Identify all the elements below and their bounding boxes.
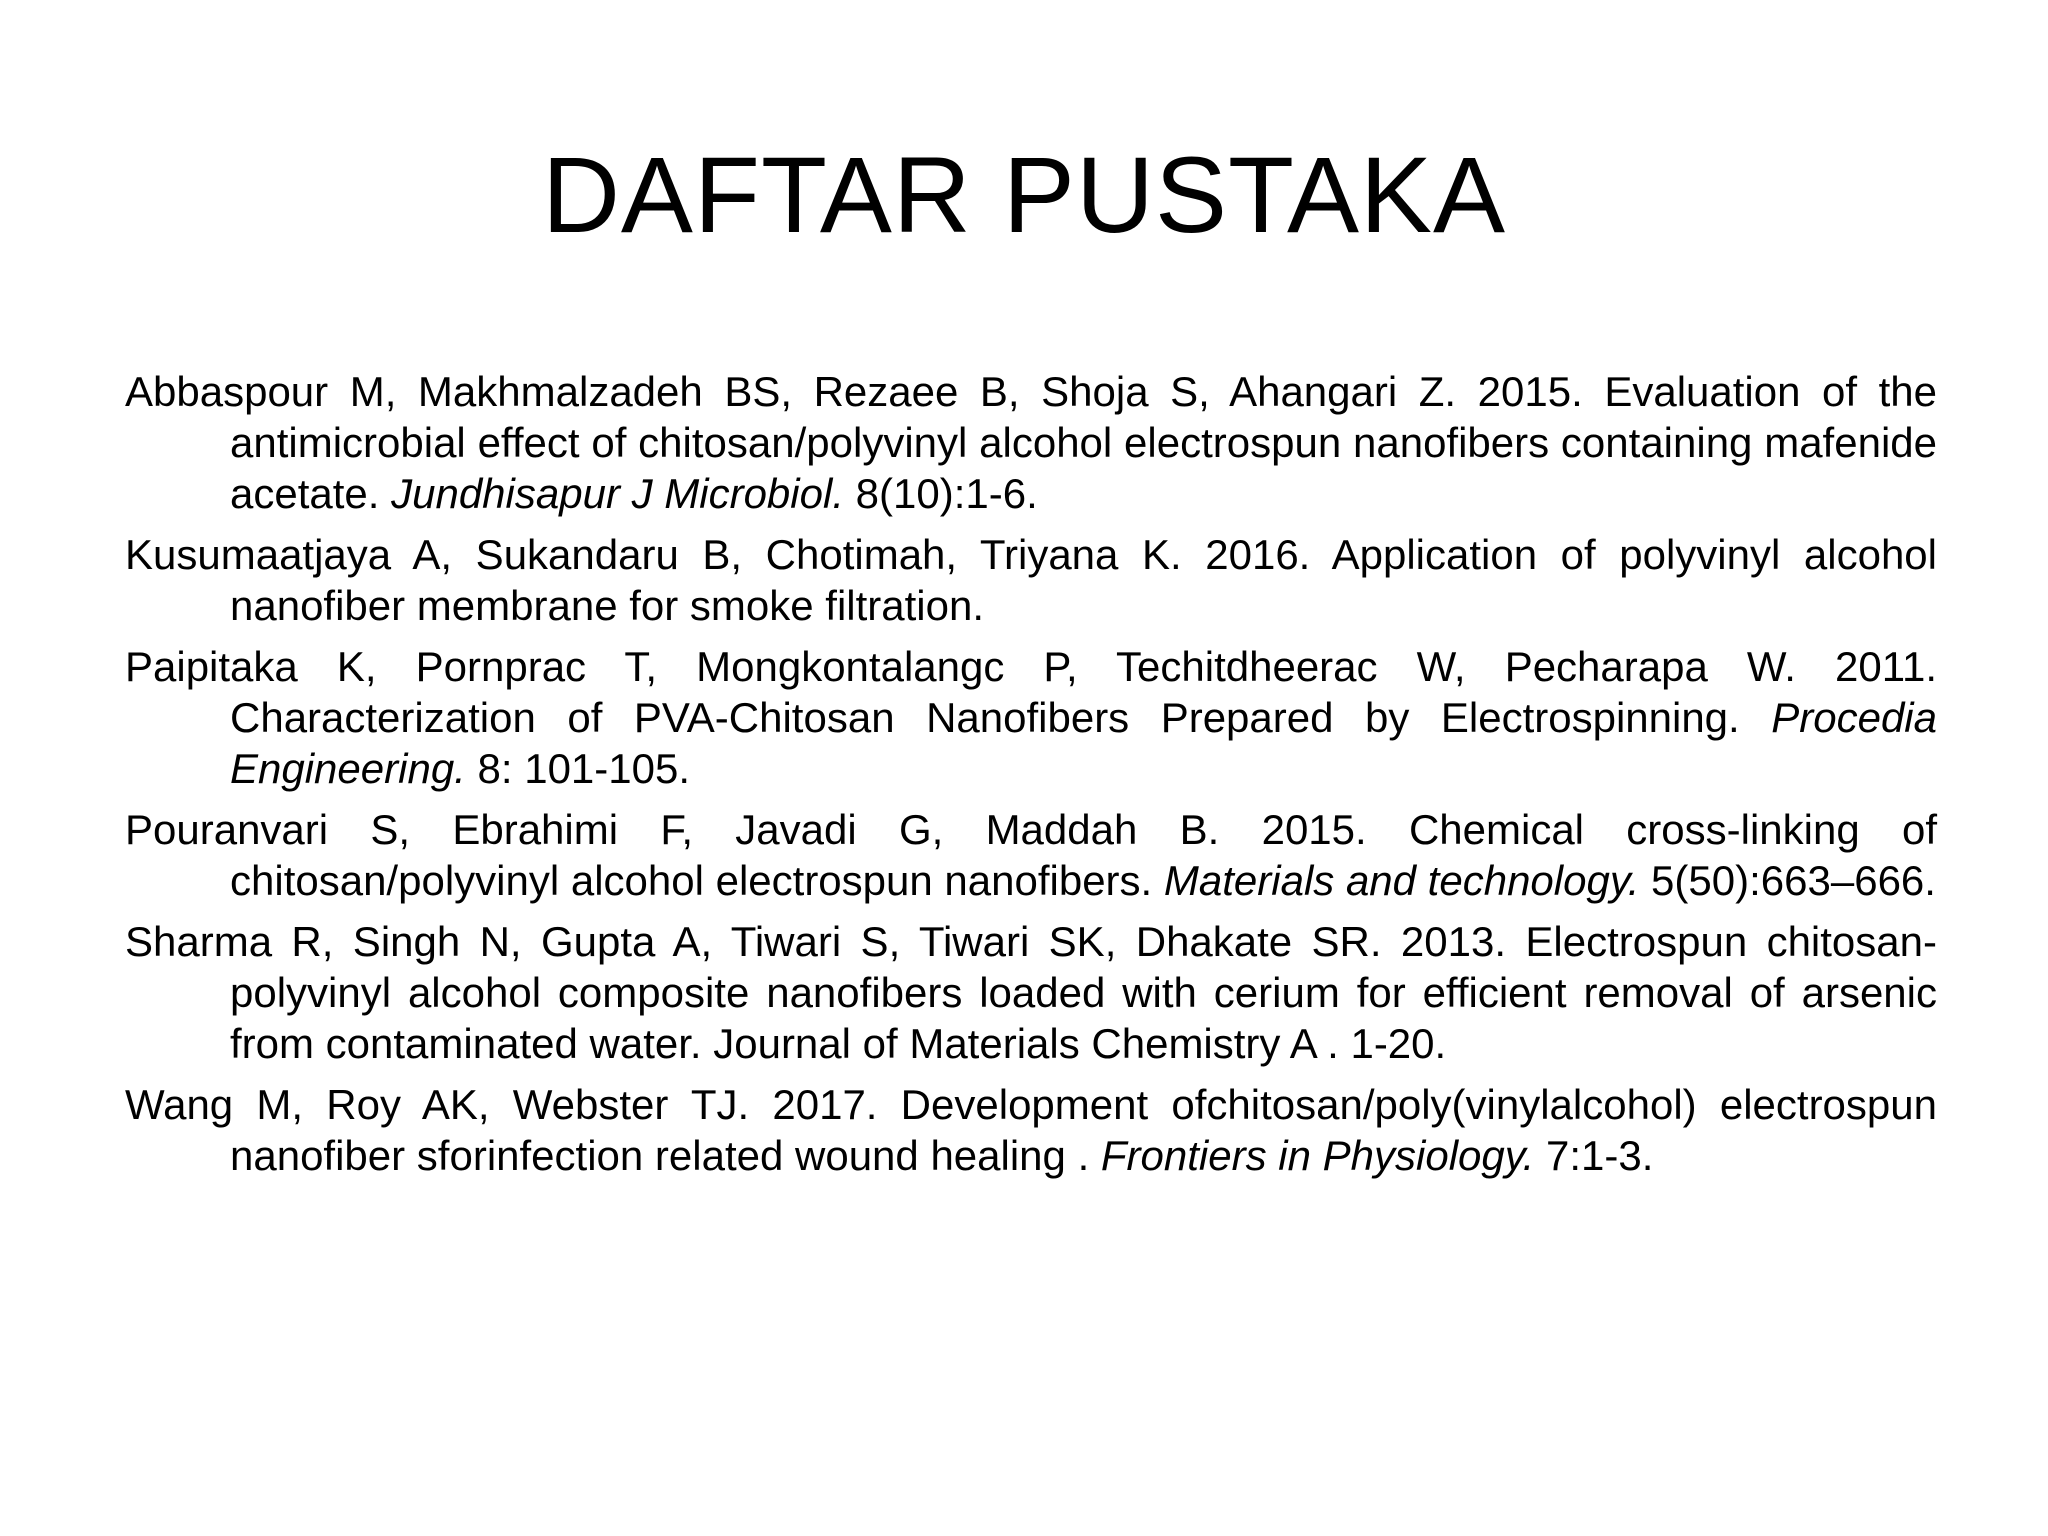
journal-name: Jundhisapur J Microbiol. — [391, 470, 844, 517]
reference-list — [125, 366, 1937, 1191]
reference-volume: 8(10):1-6. — [843, 470, 1038, 517]
reference-volume: 7:1-3. — [1534, 1132, 1654, 1179]
reference-text: Pouranvari S, Ebrahimi F, Javadi G, Maddah B. 2015. Chemical cross-linking of chitosan/polyvinyl alcohol electrospun nanofibers. — [125, 806, 1937, 904]
reference-text: Kusumaatjaya A, Sukandaru B, Chotimah, Triyana K. 2016. Application of polyvinyl alcohol nanofiber membrane for smoke filtration. — [125, 531, 1937, 629]
journal-name: Procedia Engineering. — [230, 694, 1937, 792]
page-title: DAFTAR PUSTAKA — [541, 134, 1507, 255]
reference-item — [125, 1079, 1937, 1181]
reference-text: Paipitaka K, Pornprac T, Mongkontalangc P, Techitdheerac W, Pecharapa W. 2011. Characterization of PVA-Chitosan Nanofibers Prepared by Electrospinning. — [125, 643, 1937, 741]
reference-item — [125, 641, 1937, 794]
reference-item — [125, 916, 1937, 1069]
reference-item — [125, 366, 1937, 519]
reference-volume: 8: 101-105. — [465, 745, 691, 792]
reference-text: Abbaspour M, Makhmalzadeh BS, Rezaee B, Shoja S, Ahangari Z. 2015. Evaluation of the antimicrobial effect of chitosan/polyvinyl alcohol electrospun nanofibers containing mafenide acetate. — [125, 368, 1937, 517]
reference-text: Sharma R, Singh N, Gupta A, Tiwari S, Tiwari SK, Dhakate SR. 2013. Electrospun chitosan-polyvinyl alcohol composite nanofibers loaded with cerium for efficient removal of arsenic from contaminated water. Journal of Materials Chemistry A . 1-20. — [125, 918, 1937, 1067]
reference-volume: 5(50):663–666. — [1639, 857, 1936, 904]
reference-item — [125, 804, 1937, 906]
journal-name: Frontiers in Physiology. — [1100, 1132, 1535, 1179]
reference-item — [125, 529, 1937, 631]
journal-name: Materials and technology. — [1163, 857, 1640, 904]
reference-text: Wang M, Roy AK, Webster TJ. 2017. Development ofchitosan/poly(vinylalcohol) electrospun nanofiber sforinfection related wound healing . — [125, 1081, 1937, 1179]
